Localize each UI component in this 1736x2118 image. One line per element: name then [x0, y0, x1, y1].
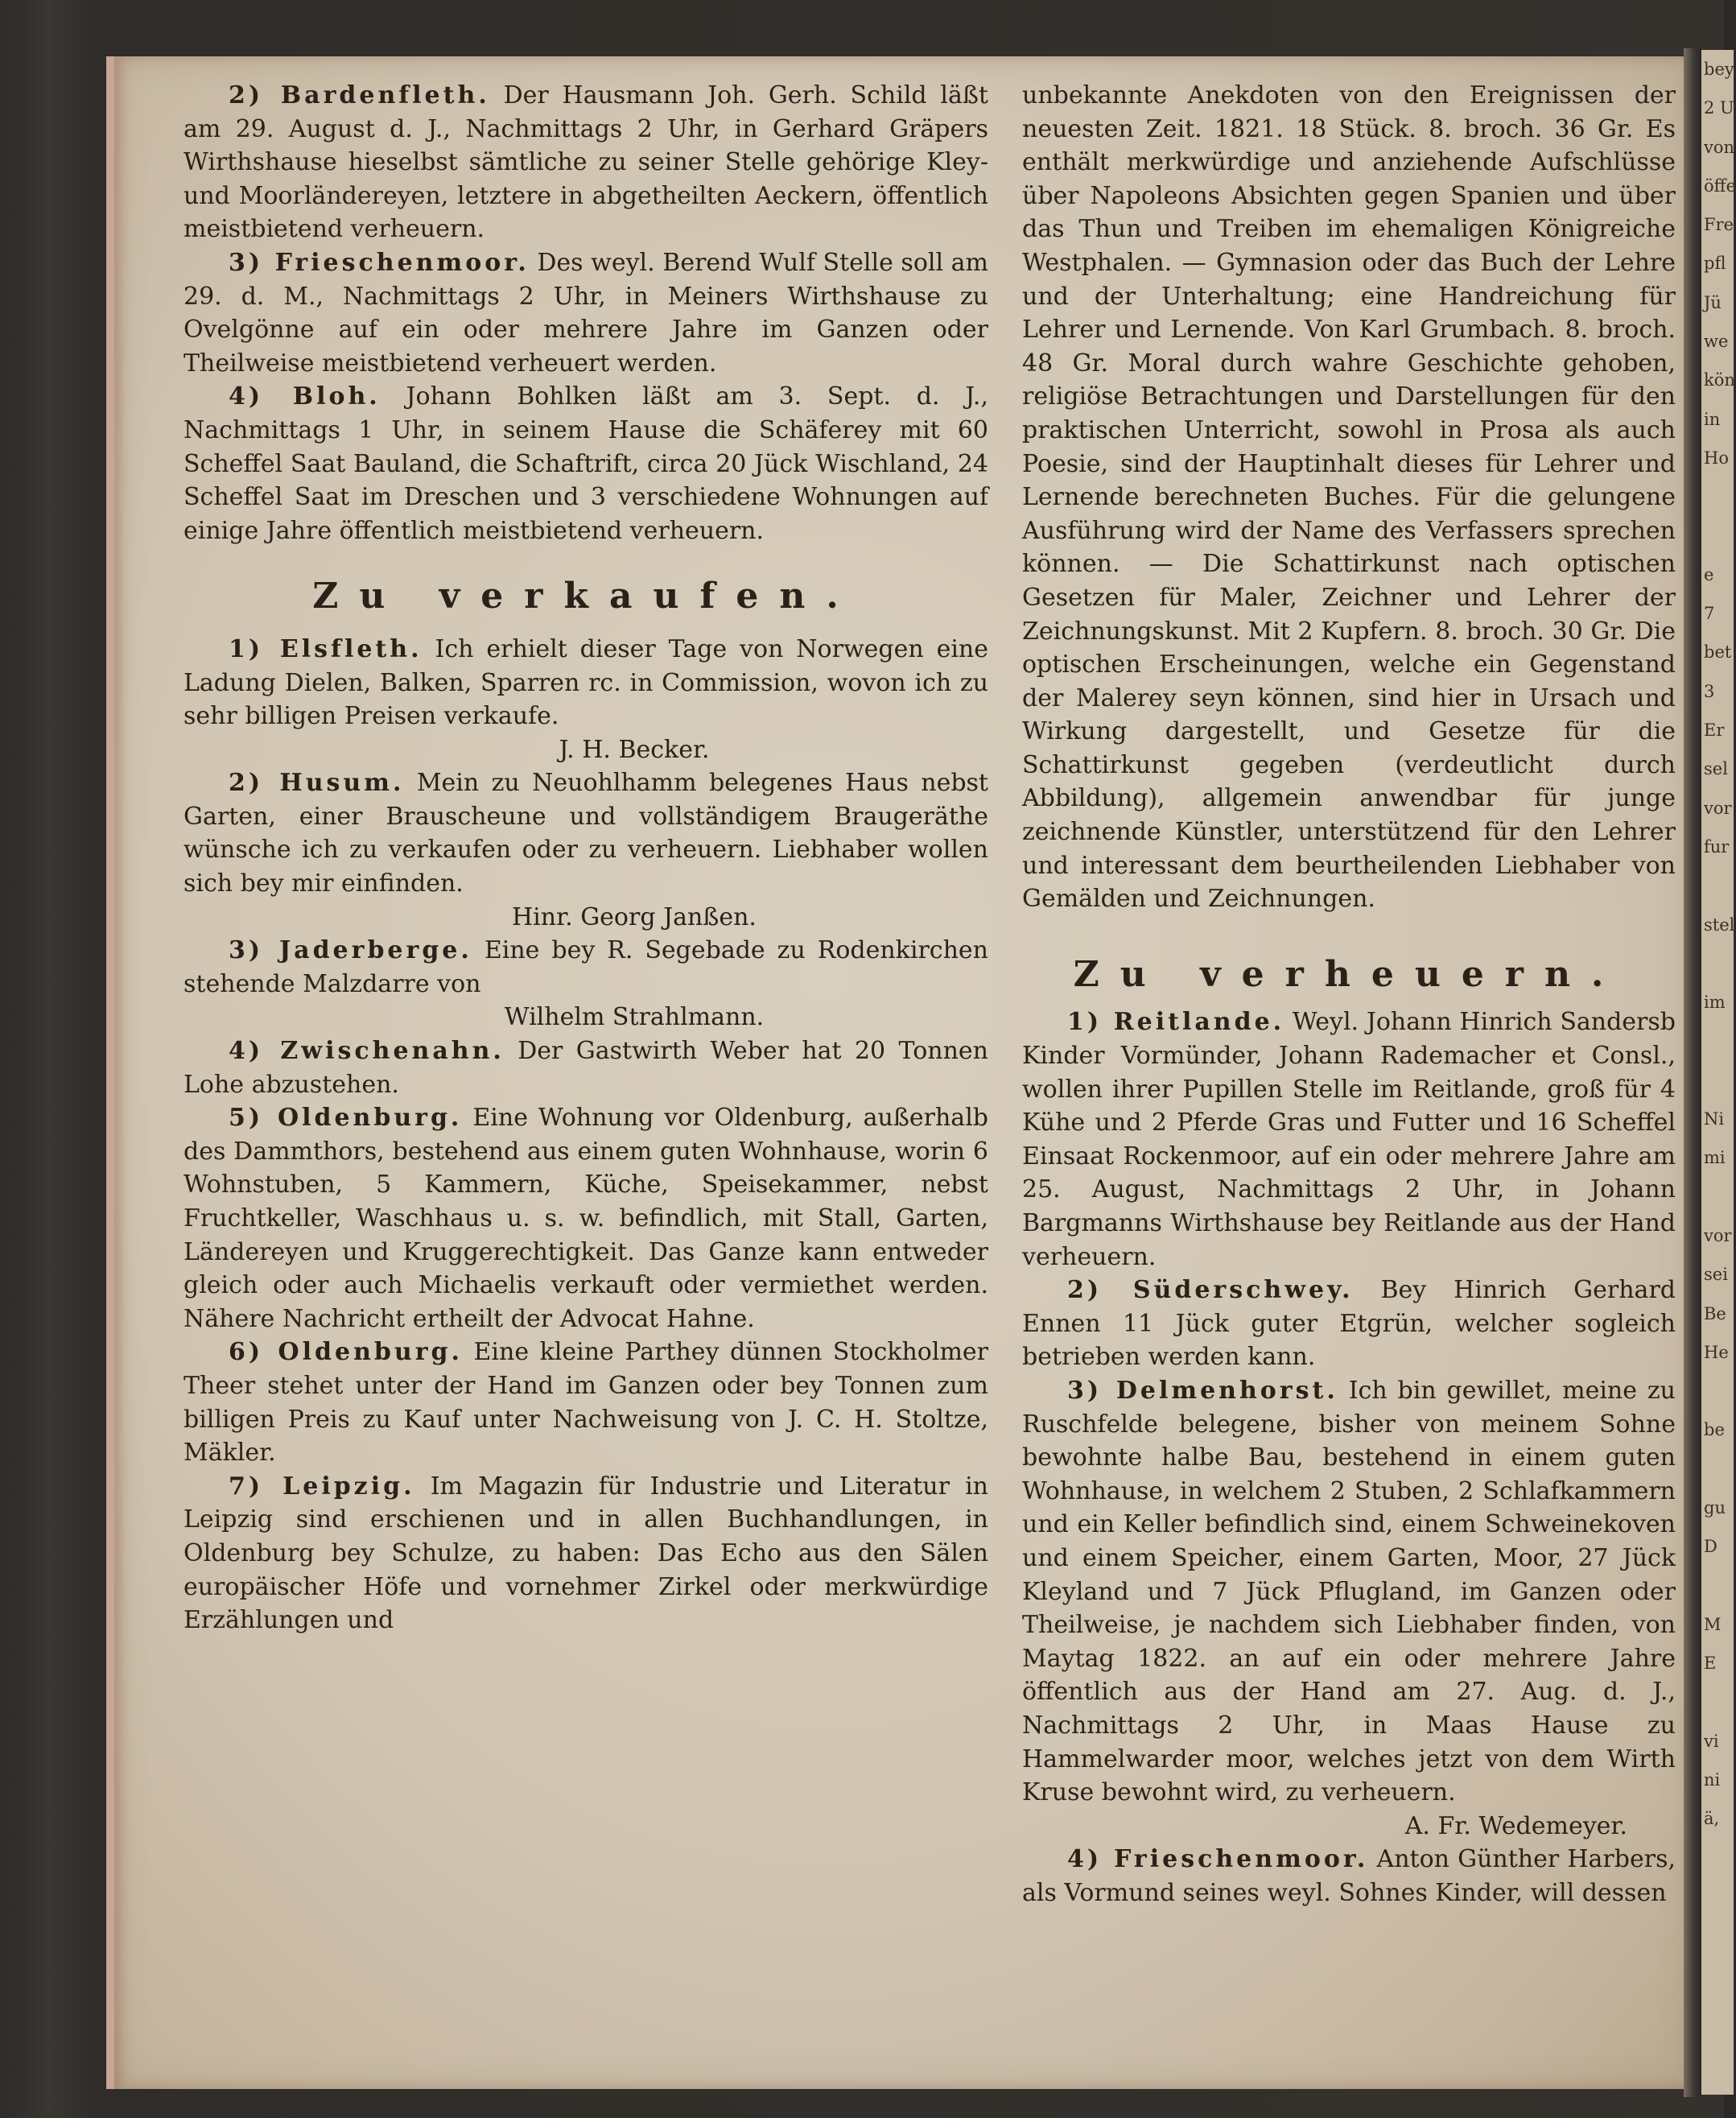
next-page-fragment: Ho — [1704, 448, 1729, 468]
next-page-fragment — [1701, 1372, 1734, 1410]
next-page-fragment — [1701, 1061, 1734, 1100]
next-page-fragment: gu — [1704, 1497, 1726, 1517]
next-page-fragment: 3 — [1704, 681, 1715, 701]
next-page-fragment: e — [1704, 564, 1714, 584]
next-page-fragment — [1701, 1178, 1734, 1216]
next-page-fragment: in — [1704, 409, 1721, 429]
sale-entry: 3) Jaderberge. Eine bey R. Segebade zu Rodenkirchen stehende Malzdarre von — [183, 936, 988, 998]
next-page-fragment — [1701, 1567, 1734, 1605]
book-advert-continuation: unbekannte Anekdoten von den Ereignissen der neuesten Zeit. 1821. 18 Stück. 8. broch. 36 Gr. Es enthält merkwürdige und anziehende Aufschlüsse über Napoleons Absichten gegen Spanien und über das Thun und Treiben im ehemaligen Königreiche Westphalen. — Gymnasion oder das Buch der Lehre und der Unterhaltung; eine Handreichung für Lehrer und Lernende. Von Karl Grumbach. 8. broch. 48 Gr. Moral durch wahre Geschichte gehoben, religiöse Betrachtungen und Darstellungen für den praktischen Unterricht, sowohl in Prosa als auch Poesie, sind der Hauptinhalt dieses für Lehrer und Lernende berechneten Buches. Für die gelungene Ausführung wird der Name des Verfassers sprechen können. — Die Schattirkunst nach optischen Gesetzen für Maler, Zeichner und Lehrer der Zeichnungskunst. Mit 2 Kupfern. 8. broch. 30 Gr. Die optischen Erscheinungen, welche ein Gegenstand der Malerey seyn können, sind hier in Ursach und Wirkung dargestellt, und Gesetze für die Schattirkunst gegeben (verdeutlicht durch Abbildung), allgemein anwendbar für junge zeichnende Künstler, unterstützend für den Lehrer und interessant dem beurtheilenden Liebhaber von Gemälden und Zeichnungen. — [1022, 81, 1676, 914]
next-page-fragment: vor — [1704, 1225, 1732, 1245]
next-page-fragment: öffe — [1704, 175, 1736, 196]
next-page-fragment: im — [1704, 993, 1726, 1013]
lease-entry: 4) Bloh. Johann Bohlken läßt am 3. Sept. d. J., Nachmittags 1 Uhr, in seinem Hause die Schäferey mit 60 Scheffel Saat Bauland, die Schaftrift, circa 20 Jück Wischland, 24 Scheffel Saat im Dreschen und 3 verschiedene Wohnungen auf einige Jahre öffentlich meistbietend verheuern. — [183, 382, 988, 545]
right-column — [1022, 79, 1676, 1910]
lease-entry: 3) Delmenhorst. Ich bin gewillet, meine zu Ruschfelde belegene, bisher von meinem Sohne bewohnte halbe Bau, bestehend in einem guten Wohnhause, in welchem 2 Stuben, 2 Schlafkammern und ein Keller befindlich sind, einem Schweinekoven und einem Speicher, einem Garten, Moor, 27 Jück Kleyland und 7 Jück Pflugland, im Ganzen oder Theilweise, je nachdem sich Liebhaber finden, von Maytag 1822. an auf ein oder mehrere Jahre öffentlich aus der Hand am 27. Aug. d. J., Nachmittags 2 Uhr, in Maas Hause zu Hammelwarder moor, welches jetzt von dem Wirth Kruse bewohnt wird, zu verheuern. — [1022, 1376, 1676, 1807]
signature: A. Fr. Wedemeyer. — [1404, 1811, 1627, 1840]
next-page-fragment: mi — [1704, 1148, 1726, 1168]
next-page-fragment: sei — [1704, 1265, 1728, 1285]
next-page-fragment: vi — [1704, 1731, 1719, 1751]
next-page-fragment: He — [1704, 1342, 1729, 1362]
next-page-fragment: Fre — [1704, 215, 1734, 235]
next-page-fragment — [1701, 477, 1734, 516]
next-page-fragment: vor — [1704, 798, 1732, 818]
lease-entry: 3) Frieschenmoor. Des weyl. Berend Wulf Stelle soll am 29. d. M., Nachmittags 2 Uhr, in Meiners Wirthshause zu Ovelgönne auf ein oder mehrere Jahre im Ganzen oder Theilweise meistbietend verheuert werden. — [183, 248, 988, 378]
signature: Hinr. Georg Janßen. — [512, 902, 757, 931]
next-page-fragment: ä, — [1704, 1809, 1720, 1829]
next-page-fragment — [1701, 1450, 1734, 1488]
next-page-edge — [1701, 50, 1734, 2095]
next-page-fragment: D — [1704, 1537, 1717, 1557]
book-gutter — [1684, 48, 1701, 2097]
next-page-fragment: bey — [1704, 60, 1734, 79]
next-page-fragment — [1701, 1022, 1734, 1060]
next-page-fragment: stel — [1704, 914, 1735, 935]
sale-entry: 2) Husum. Mein zu Neuohlhamm belegenes Haus nebst Garten, einer Brauscheune und vollständigem Braugeräthe wünsche ich zu verkaufen oder zu verheuern. Liebhaber wollen sich bey mir einfinden. — [183, 769, 988, 898]
section-heading-zu-verkaufen: Zu verkaufen. — [312, 576, 860, 617]
next-page-fragment: fur — [1704, 836, 1730, 857]
next-page-fragment: be — [1704, 1420, 1725, 1440]
next-page-fragment: Be — [1704, 1303, 1726, 1323]
next-page-fragment — [1701, 1682, 1734, 1721]
signature: J. H. Becker. — [559, 735, 710, 764]
lease-entry: 2) Süderschwey. Bey Hinrich Gerhard Ennen 11 Jück guter Etgrün, welcher sogleich betrieben werden kann. — [1022, 1276, 1676, 1372]
next-page-fragment: Er — [1704, 720, 1725, 741]
next-page-fragment — [1701, 517, 1734, 555]
next-page-fragment: E — [1704, 1654, 1717, 1674]
next-page-fragment: Ni — [1704, 1109, 1725, 1129]
lease-entry: 2) Bardenfleth. Der Hausmann Joh. Gerh. Schild läßt am 29. August d. J., Nachmittags 2 Uhr, in Gerhard Gräpers Wirthshause hieselbst sämtliche zu seiner Stelle gehörige Kley- und Moorländereyen, letztere in abgetheilten Aeckern, öffentlich meistbietend verheuern. — [183, 81, 988, 244]
sale-entry: 7) Leipzig. Im Magazin für Industrie und Literatur in Leipzig sind erschienen und in allen Buchhandlungen, in Oldenburg bey Schulze, zu haben: Das Echo aus den Sälen europäischer Höfe und vornehmer Zirkel oder merkwürdige Erzählungen und — [183, 1472, 988, 1635]
next-page-fragment: von — [1704, 137, 1735, 157]
lease-entry: 4) Frieschenmoor. Anton Günther Harbers, als Vormund seines weyl. Sohnes Kinder, will dessen — [1022, 1845, 1676, 1907]
sale-entry: 5) Oldenburg. Eine Wohnung vor Oldenburg, außerhalb des Dammthors, bestehend aus einem guten Wohnhause, worin 6 Wohnstuben, 5 Kammern, Küche, Speisekammer, nebst Fruchtkeller, Waschhaus u. s. w. befindlich, mit Stall, Garten, Ländereyen und Kruggerechtigkeit. Das Ganze kann entweder gleich oder auch Michaelis verkauft oder vermiethet werden. Nähere Nachricht ertheilt der Advocat Hahne. — [183, 1104, 988, 1333]
sale-entry: 4) Zwischenahn. Der Gastwirth Weber hat 20 Tonnen Lohe abzustehen. — [183, 1037, 988, 1099]
next-page-fragment: 2 U — [1704, 98, 1734, 118]
left-column — [183, 79, 988, 1637]
signature: Wilhelm Strahlmann. — [504, 1003, 765, 1032]
next-page-fragment: kön — [1704, 370, 1735, 390]
next-page-fragment: pfl — [1704, 254, 1726, 274]
next-page-fragment: we — [1704, 332, 1729, 352]
next-page-fragment — [1701, 944, 1734, 983]
next-page-fragment: M — [1704, 1614, 1722, 1634]
next-page-fragment — [1701, 866, 1734, 905]
sale-entry: 6) Oldenburg. Eine kleine Parthey dünnen Stockholmer Theer stehet unter der Hand im Ganzen oder bey Tonnen zum billigen Preis zu Kauf unter Nachweisung von J. C. H. Stoltze, Mäkler. — [183, 1338, 988, 1468]
next-page-fragment: ni — [1704, 1770, 1721, 1790]
section-heading-zu-verheuern: Zu verheuern. — [1073, 953, 1625, 995]
next-page-fragment: bet — [1704, 642, 1732, 663]
lease-entry: 1) Reitlande. Weyl. Johann Hinrich Sandersb Kinder Vormünder, Johann Rademacher et Consl., wollen ihrer Pupillen Stelle im Reitlande, groß für 4 Kühe und 2 Pferde Gras und Futter und 16 Scheffel Einsaat Rockenmoor, auf ein oder mehrere Jahre am 25. August, Nachmittags 2 Uhr, in Johann Bargmanns Wirthshause bey Reitlande aus der Hand verheuern. — [1022, 1008, 1676, 1271]
next-page-fragment: Jü — [1704, 292, 1722, 312]
next-page-fragment: sel — [1704, 759, 1728, 779]
sale-entry: 1) Elsfleth. Ich erhielt dieser Tage von Norwegen eine Ladung Dielen, Balken, Sparren rc. in Commission, wovon ich zu sehr billigen Preisen verkaufe. — [183, 634, 988, 731]
next-page-fragment: 7 — [1704, 604, 1715, 624]
